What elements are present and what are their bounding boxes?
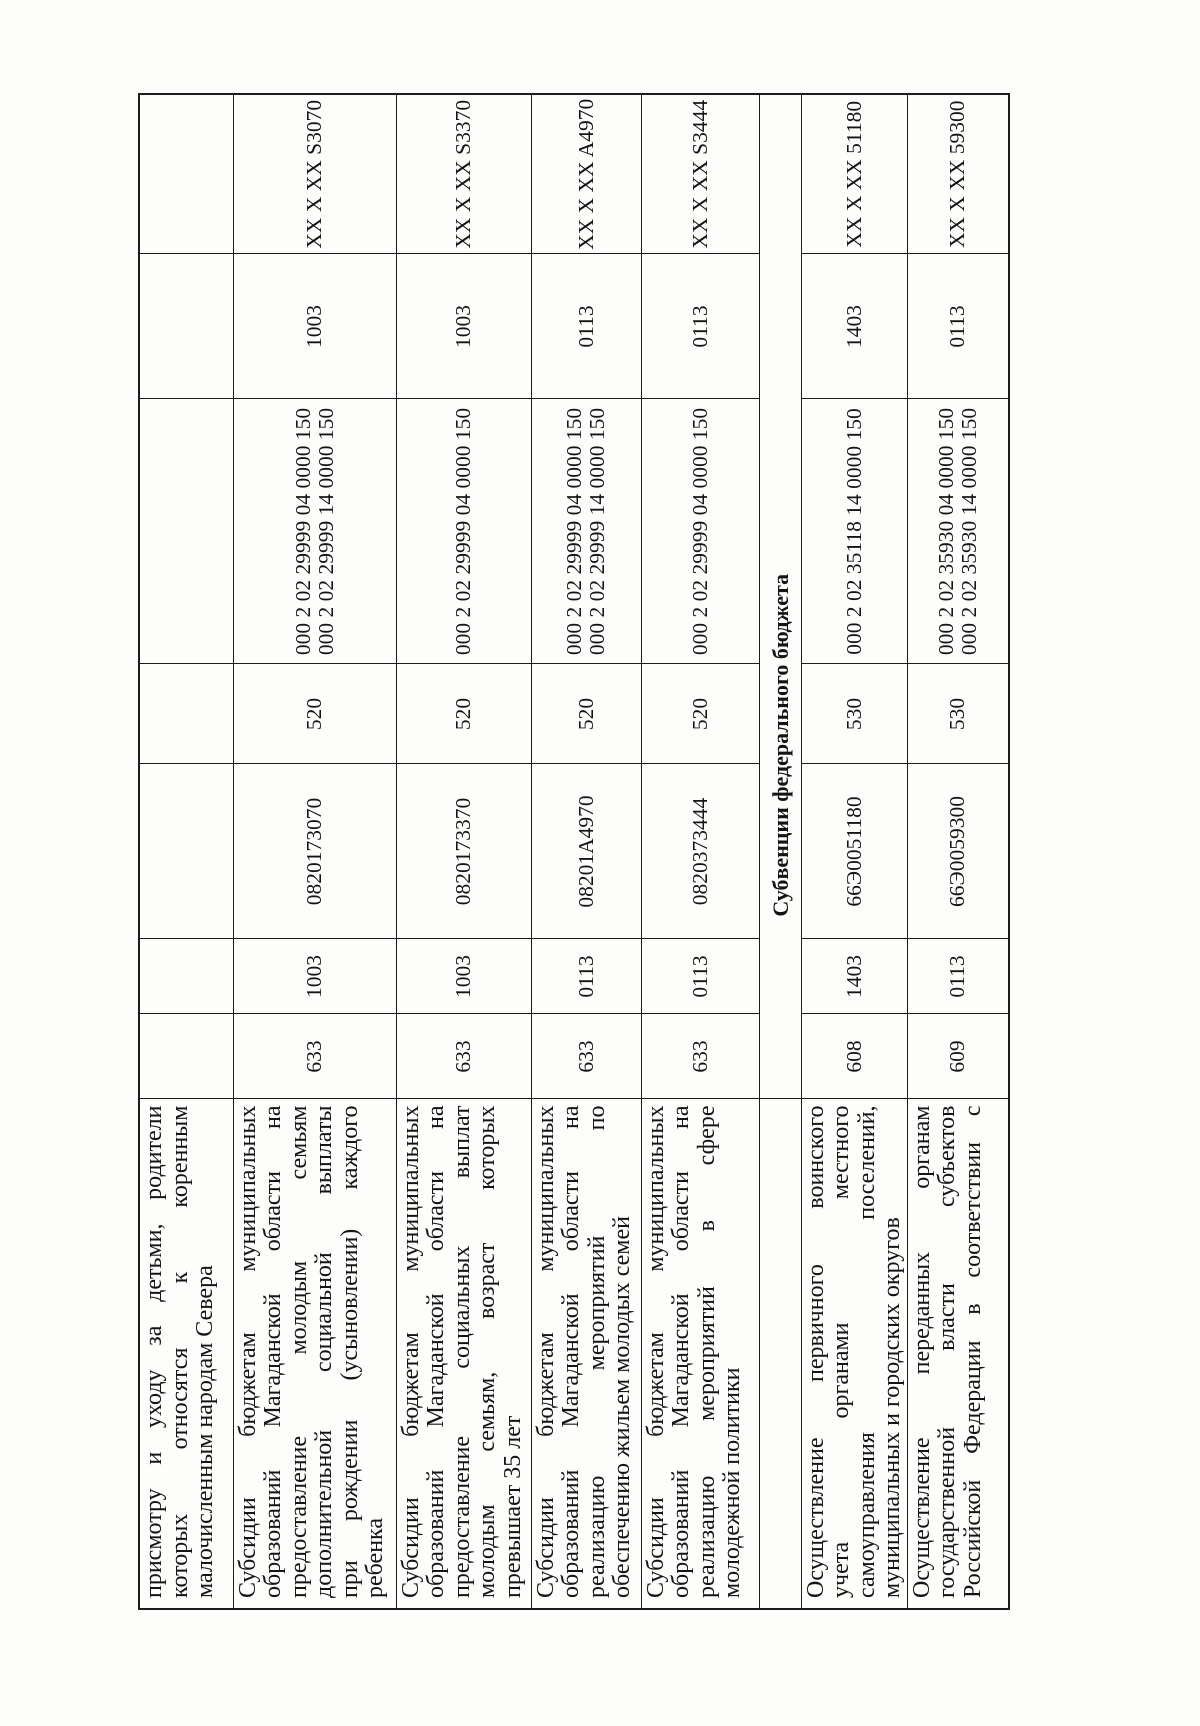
local-code-cell: XX X XX 51180: [801, 94, 907, 254]
admin-code-cell: 633: [396, 1014, 531, 1099]
description-line: которых относятся к коренным: [166, 1105, 193, 1598]
income-codes-cell: [396, 399, 531, 664]
admin-code-cell: 633: [233, 1014, 396, 1099]
income-code: 000 2 02 29999 04 0000 150: [562, 407, 586, 656]
description-line: реализацию мероприятий по: [583, 1105, 610, 1598]
description-line: обеспечению жильем молодых семей: [609, 1216, 635, 1598]
admin-code-cell: [139, 1014, 233, 1099]
expense-type-cell: 520: [531, 664, 641, 764]
expense-type-cell: 530: [801, 664, 907, 764]
income-codes-cell: [641, 399, 759, 664]
admin-code-cell: 633: [531, 1014, 641, 1099]
table-row: [233, 94, 396, 1609]
local-section-cell: 0113: [641, 254, 759, 399]
local-section-cell: [139, 254, 233, 399]
description-line: Осуществление первичного воинского: [802, 1105, 829, 1598]
description-line: Российской Федерации в соответствии с: [959, 1105, 986, 1598]
income-code: 000 2 02 29999 14 0000 150: [585, 407, 609, 656]
description-line: Субсидии бюджетам муниципальных: [642, 1105, 669, 1598]
local-section-cell: 0113: [907, 254, 1009, 399]
description-cell: [396, 1099, 531, 1609]
table-row: [531, 94, 641, 1609]
section-code-cell: 1003: [396, 939, 531, 1014]
section-heading: Субвенции федерального бюджета: [759, 94, 801, 1099]
target-article-cell: 08201A4970: [531, 764, 641, 939]
table-row: [396, 94, 531, 1609]
local-code-cell: [139, 94, 233, 254]
income-code: 000 2 02 29999 04 0000 150: [290, 407, 315, 656]
description-line: превышает 35 лет: [499, 1415, 526, 1598]
local-code-cell: XX X XX S3070: [233, 94, 396, 254]
income-code: 000 2 02 35118 14 0000 150: [841, 408, 866, 655]
local-code-cell: XX X XX 59300: [907, 94, 1009, 254]
section-code-cell: 1003: [233, 939, 396, 1014]
description-cell: [233, 1099, 396, 1609]
table-row: [907, 94, 1009, 1609]
section-code-cell: [139, 939, 233, 1014]
description-cell: [759, 1099, 801, 1609]
description-line: образований Магаданской области на: [423, 1105, 449, 1598]
income-codes-cell: [907, 399, 1009, 664]
expense-type-cell: 530: [907, 664, 1009, 764]
description-line: самоуправления поселений,: [853, 1105, 880, 1598]
table-row: [801, 94, 907, 1609]
description-line: учета органами местного: [828, 1105, 854, 1598]
expense-type-cell: [139, 664, 233, 764]
description-line: Осуществление переданных органам: [908, 1105, 935, 1598]
description-line: образований Магаданской области на: [260, 1105, 286, 1598]
budget-codes-table: [138, 93, 1010, 1610]
description-line: молодежной политики: [719, 1367, 745, 1598]
income-codes-cell: [531, 399, 641, 664]
description-line: малочисленным народам Севера: [192, 1265, 218, 1598]
expense-type-cell: 520: [233, 664, 396, 764]
section-code-cell: 0113: [531, 939, 641, 1014]
local-code-cell: XX X XX S3444: [641, 94, 759, 254]
income-codes-cell: [139, 399, 233, 664]
income-codes-cell: [233, 399, 396, 664]
section-code-cell: 0113: [907, 939, 1009, 1014]
table-row: [641, 94, 759, 1609]
target-article-cell: 0820173070: [233, 764, 396, 939]
target-article-cell: 0820173370: [396, 764, 531, 939]
description-line: реализацию мероприятий в сфере: [693, 1105, 720, 1598]
admin-code-cell: 608: [801, 1014, 907, 1099]
description-line: образований Магаданской области на: [558, 1105, 584, 1598]
description-line: молодым семьям, возраст которых: [474, 1105, 500, 1598]
description-line: Субсидии бюджетам муниципальных: [532, 1105, 559, 1598]
local-section-cell: 1003: [233, 254, 396, 399]
admin-code-cell: 609: [907, 1014, 1009, 1099]
description-line: предоставление социальных выплат: [448, 1105, 475, 1598]
table-row: [139, 94, 233, 1609]
target-article-cell: [139, 764, 233, 939]
description-line: дополнительной социальной выплаты: [311, 1105, 337, 1598]
description-cell: [907, 1099, 1009, 1609]
description-cell: [801, 1099, 907, 1609]
description-line: при рождении (усыновлении) каждого: [336, 1105, 363, 1598]
description-line: муниципальных и городских округов: [879, 1217, 905, 1598]
expense-type-cell: 520: [641, 664, 759, 764]
income-code: 000 2 02 35930 04 0000 150: [933, 407, 958, 656]
description-cell: [139, 1099, 233, 1609]
description-cell: [531, 1099, 641, 1609]
description-line: предоставление молодым семьям: [285, 1105, 312, 1598]
section-code-cell: 0113: [641, 939, 759, 1014]
local-section-cell: 0113: [531, 254, 641, 399]
section-row: [759, 94, 801, 1609]
description-line: Субсидии бюджетам муниципальных: [234, 1105, 261, 1598]
description-line: ребенка: [362, 1518, 388, 1598]
section-code-cell: 1403: [801, 939, 907, 1014]
local-section-cell: 1403: [801, 254, 907, 399]
income-codes-cell: [801, 399, 907, 664]
description-line: Субсидии бюджетам муниципальных: [397, 1105, 424, 1598]
target-article-cell: 66Э0059300: [907, 764, 1009, 939]
admin-code-cell: 633: [641, 1014, 759, 1099]
target-article-cell: 0820373444: [641, 764, 759, 939]
local-code-cell: XX X XX S3370: [396, 94, 531, 254]
description-line: образований Магаданской области на: [668, 1105, 694, 1598]
description-cell: [641, 1099, 759, 1609]
income-code: 000 2 02 29999 04 0000 150: [451, 407, 475, 656]
income-code: 000 2 02 29999 14 0000 150: [313, 407, 338, 656]
income-code: 000 2 02 35930 14 0000 150: [956, 407, 981, 656]
expense-type-cell: 520: [396, 664, 531, 764]
description-line: присмотру и уходу за детьми, родители: [141, 1105, 167, 1598]
target-article-cell: 66Э0051180: [801, 764, 907, 939]
description-line: государственной власти субъектов: [934, 1105, 960, 1598]
local-section-cell: 1003: [396, 254, 531, 399]
income-code: 000 2 02 29999 04 0000 150: [687, 407, 712, 656]
local-code-cell: XX X XX A4970: [531, 94, 641, 254]
